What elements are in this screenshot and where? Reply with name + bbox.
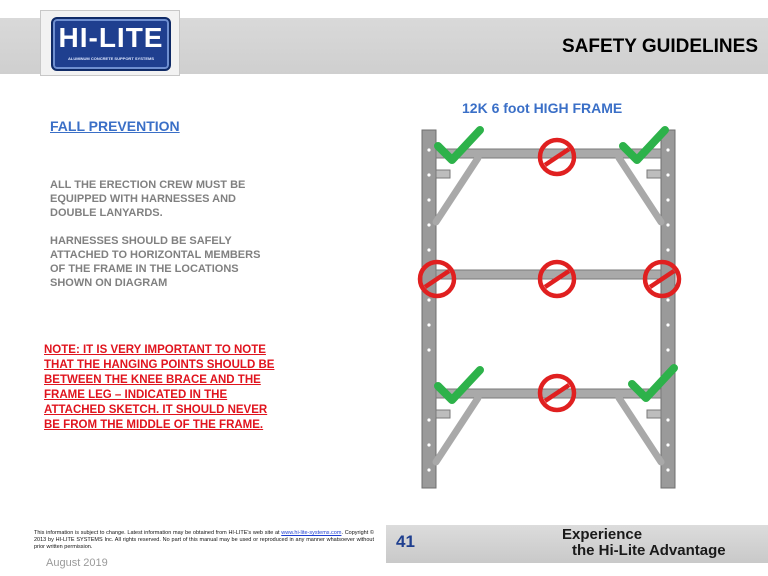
harness-requirement-text: ALL THE ERECTION CREW MUST BE EQUIPPED WITH HARNESSES AND DOUBLE LANYARDS. [50,179,246,219]
section-heading: FALL PREVENTION [50,118,180,134]
disclaimer-text-end: . Copyright © 2013 by HI-LITE SYSTEMS Inc. All rights reserved. No part of this manual may be used or reproduced in any manner whatsoever without prior written permission. [34,530,374,550]
knee-braces [436,158,661,462]
tagline-line1: Experience [562,526,643,543]
right-frame-leg [661,130,675,488]
attachment-instruction-text: HARNESSES SHOULD BE SAFELY ATTACHED TO HORIZONTAL MEMBERS OF THE FRAME IN THE LOCATIONS SHOWN ON DIAGRAM [50,235,261,289]
disclaimer-text: This information is subject to change. Latest information may be obtained from HI-LITE's web site at [34,530,282,536]
website-link[interactable]: www.hi-lite-systems.com [281,530,342,536]
frame-structure [422,130,675,488]
copyright-disclaimer [34,530,374,551]
page-number: 41 [396,532,415,551]
page-title: SAFETY GUIDELINES [561,36,758,57]
warning-note: NOTE: IT IS VERY IMPORTANT TO NOTE THAT THE HANGING POINTS SHOULD BE BETWEEN THE KNEE BRACE AND THE FRAME LEG – INDICATED IN THE ATTACHED SKETCH. IT SHOULD NEVER BE FROM THE MIDDLE OF THE FRAME. [44,344,275,431]
tagline-line2: the Hi-Lite Advantage [572,542,726,559]
logo-text: HI-LITE [58,22,164,53]
left-frame-leg [422,130,436,488]
revision-date: August 2019 [46,557,108,569]
middle-horizontal-member [436,270,661,279]
logo-subtitle: ALUMINUM CONCRETE SUPPORT SYSTEMS [67,56,154,61]
diagram-title: 12K 6 foot HIGH FRAME [462,100,623,116]
